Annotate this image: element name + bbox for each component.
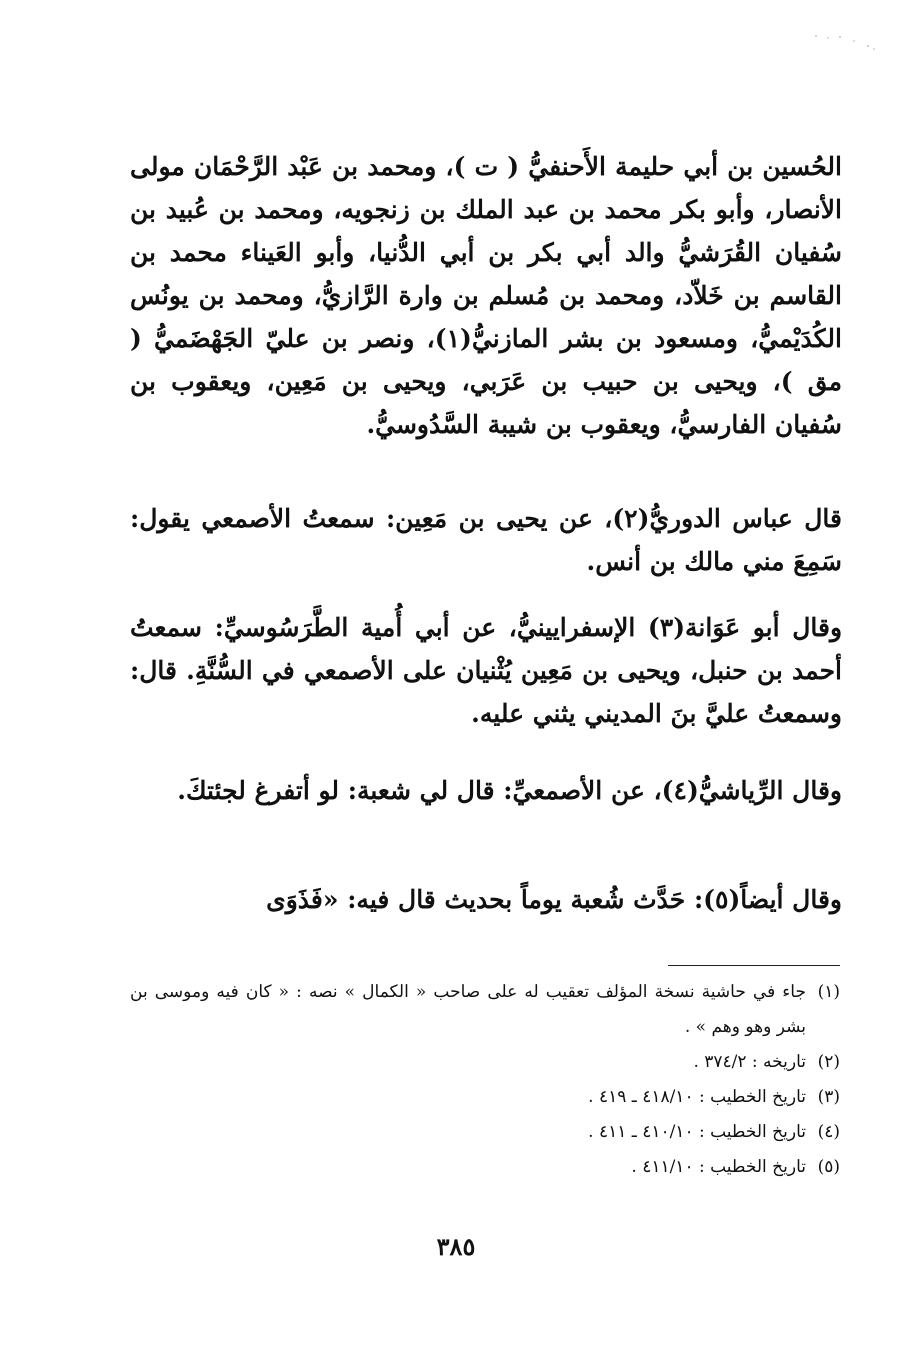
paragraph-narrators-list: [130, 145, 842, 446]
footnote-text: تاريخ الخطيب : ٤١٠/١٠ ـ ٤١١ .: [588, 1122, 806, 1142]
footnote-number: (١): [817, 982, 840, 1002]
footnote-number: (٥): [817, 1157, 840, 1177]
paragraph-riyashi: [130, 769, 842, 812]
paragraph-text: وقال أيضاً(٥): حَدَّث شُعبة يوماً بحديث قال فيه: «فَذَوَى: [266, 885, 842, 914]
footnote-2: [130, 1045, 840, 1080]
paragraph-text: وقال الرِّياشيُّ(٤)، عن الأصمعيِّ: قال لي شعبة: لو أتفرغ لجئتكَ.: [177, 776, 842, 805]
page-number: ٣٨٥: [436, 1232, 476, 1261]
footnote-4: [130, 1115, 840, 1150]
paragraph-text: الحُسين بن أبي حليمة الأَحنفيُّ ( ت )، ومحمد بن عَبْد الرَّحْمَان مولى الأنصار، وأبو بكر محمد بن عبد الملك بن زنجويه، ومحمد بن عُبيد بن سُفيان القُرَشيُّ والد أبي بكر بن أبي الدُّنيا، وأبو العَيناء محمد بن القاسم بن خَلاّد، ومحمد بن مُسلم بن وارة الرَّازيُّ، ومحمد بن يونُس الكُدَيْميُّ، ومسعود بن بشر المازنيُّ(١)، ونصر بن عليّ الجَهْضَميُّ ( مق )، ويحيى بن حبيب بن عَرَبي، ويحيى بن مَعِين، ويعقوب بن سُفيان الفارسيُّ، ويعقوب بن شيبة السَّدُوسيُّ.: [130, 152, 842, 439]
footnote-text: تاريخه : ٣٧٤/٢ .: [693, 1052, 806, 1072]
paragraph-abbas-al-duri: [130, 497, 842, 583]
footnote-number: (٤): [817, 1122, 840, 1142]
scan-specks: [810, 32, 880, 52]
paragraph-text: قال عباس الدوريُّ(٢)، عن يحيى بن مَعِين: سمعتُ الأصمعي يقول: سَمِعَ مني مالك بن أنس.: [130, 504, 842, 576]
footnote-5: [130, 1150, 840, 1185]
footnote-1: [130, 975, 840, 1045]
footnote-text: تاريخ الخطيب : ٤١٨/١٠ ـ ٤١٩ .: [588, 1087, 806, 1107]
paragraph-abu-awana: [130, 606, 842, 735]
footnote-divider: [668, 965, 840, 966]
footnotes-section: [130, 975, 840, 1185]
footnote-number: (٢): [817, 1052, 840, 1072]
footnote-number: (٣): [817, 1087, 840, 1107]
footnote-text: جاء في حاشية نسخة المؤلف تعقيب له على صاحب « الكمال » نصه : « كان فيه وموسى بن بشر وهو وهم » .: [130, 982, 806, 1037]
paragraph-text: وقال أبو عَوَانة(٣) الإسفرايينيُّ، عن أبي أُمية الطَّرَسُوسيِّ: سمعتُ أحمد بن حنبل، ويحيى بن مَعِين يُثْنيان على الأصمعي في السُّنَّةِ. قال: وسمعتُ عليَّ بنَ المديني يثني عليه.: [130, 613, 843, 728]
footnote-text: تاريخ الخطيب : ٤١١/١٠ .: [631, 1157, 806, 1177]
footnote-3: [130, 1080, 840, 1115]
paragraph-shuba-hadith: [130, 878, 842, 921]
